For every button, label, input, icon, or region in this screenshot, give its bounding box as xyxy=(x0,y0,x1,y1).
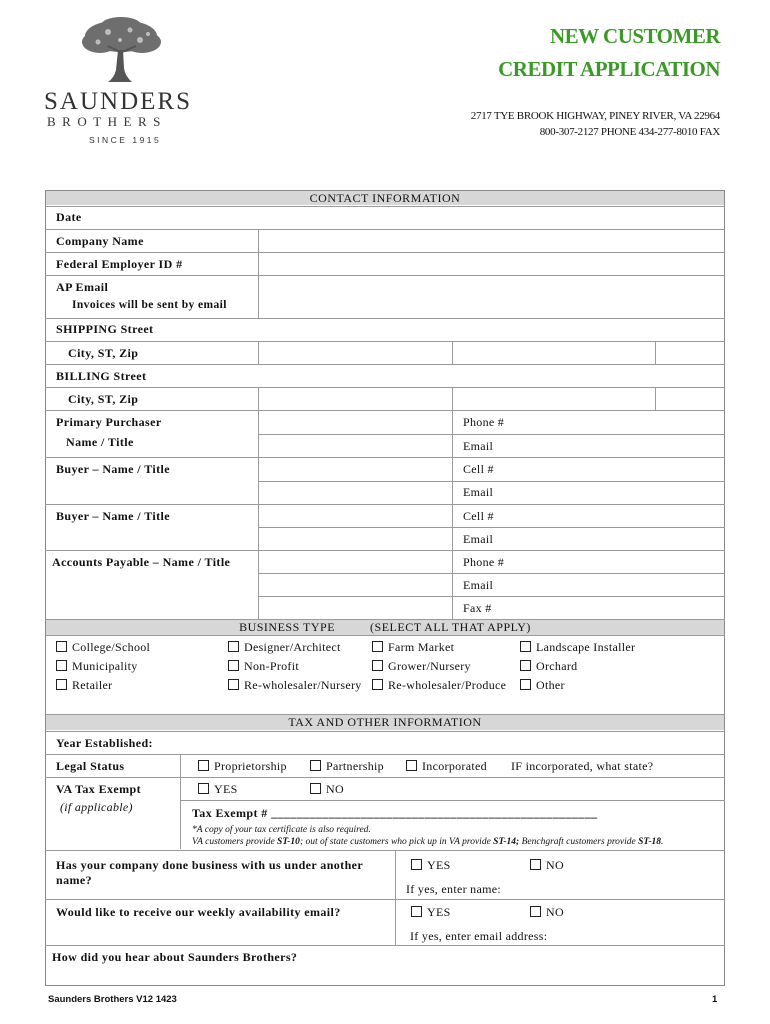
contact-section-header: CONTACT INFORMATION xyxy=(46,191,724,205)
option-grower-nursery[interactable]: Grower/Nursery xyxy=(372,659,471,674)
checkbox-icon xyxy=(520,679,531,690)
referral-field[interactable] xyxy=(46,965,724,985)
ap-email-field[interactable] xyxy=(259,276,724,317)
option-college-school[interactable]: College/School xyxy=(56,640,150,655)
divider-line xyxy=(180,800,725,801)
option-other[interactable]: Other xyxy=(520,678,565,693)
brand-subname: BROTHERS xyxy=(47,114,167,129)
billing-city-label: City, ST, Zip xyxy=(68,392,139,406)
invoices-note: Invoices will be sent by email xyxy=(72,299,227,311)
checkbox-icon xyxy=(56,679,67,690)
tax-certificate-note: *A copy of your tax certificate is also required. xyxy=(192,825,371,835)
checkbox-icon xyxy=(198,760,209,771)
checkbox-icon xyxy=(520,660,531,671)
footer-version: Saunders Brothers V12 1423 xyxy=(48,994,177,1005)
tax-section-header: TAX AND OTHER INFORMATION xyxy=(46,715,724,730)
option-landscape-installer[interactable]: Landscape Installer xyxy=(520,640,635,655)
other-name-field[interactable]: If yes, enter name: xyxy=(406,882,501,896)
shipping-state-field[interactable] xyxy=(453,342,654,363)
ap-fax-label: Fax # xyxy=(463,601,492,615)
year-established-field[interactable] xyxy=(160,732,724,754)
other-name-yes[interactable]: YES xyxy=(411,858,451,873)
business-type-header: BUSINESS TYPE (SELECT ALL THAT APPLY) xyxy=(46,620,724,635)
shipping-city-label: City, ST, Zip xyxy=(68,346,139,360)
option-proprietorship[interactable]: Proprietorship xyxy=(198,759,287,774)
primary-phone-label: Phone # xyxy=(463,415,505,429)
checkbox-icon xyxy=(228,679,239,690)
tree-logo-icon xyxy=(78,16,164,84)
company-address: 2717 TYE BROOK HIGHWAY, PINEY RIVER, VA 22964 800-307-2127 PHONE 434-277-8010 FAX xyxy=(470,110,720,138)
fein-field[interactable] xyxy=(259,253,724,274)
buyer1-label: Buyer – Name / Title xyxy=(56,462,170,476)
billing-state-field[interactable] xyxy=(453,388,654,409)
tax-exempt-no[interactable]: NO xyxy=(310,782,344,797)
checkbox-icon xyxy=(310,760,321,771)
primary-purchaser-label: Primary Purchaser xyxy=(56,415,162,429)
shipping-street-label: SHIPPING Street xyxy=(56,322,154,336)
other-name-no[interactable]: NO xyxy=(530,858,564,873)
brand-name: SAUNDERS xyxy=(44,88,192,115)
divider-line xyxy=(45,777,725,778)
shipping-zip-field[interactable] xyxy=(656,342,724,363)
page-number: 1 xyxy=(712,994,718,1005)
checkbox-icon xyxy=(530,859,541,870)
shipping-street-field[interactable] xyxy=(259,319,724,340)
option-orchard[interactable]: Orchard xyxy=(520,659,577,674)
checkbox-icon xyxy=(56,641,67,652)
option-rewholesaler-nursery[interactable]: Re-wholesaler/Nursery xyxy=(228,678,362,693)
shipping-city-field[interactable] xyxy=(259,342,451,363)
option-rewholesaler-produce[interactable]: Re-wholesaler/Produce xyxy=(372,678,506,693)
tax-exempt-number-field[interactable]: Tax Exempt # ___________________________________________________ xyxy=(192,806,598,820)
date-field[interactable] xyxy=(259,207,724,228)
divider-line xyxy=(45,899,725,900)
primary-purchaser-field[interactable] xyxy=(259,411,451,456)
checkbox-icon xyxy=(310,783,321,794)
billing-street-field[interactable] xyxy=(259,365,724,386)
incorporated-state-label: IF incorporated, what state? xyxy=(511,759,654,773)
checkbox-icon xyxy=(411,859,422,870)
divider-line xyxy=(45,850,725,851)
ap-email-label: AP Email xyxy=(56,280,109,294)
divider-line xyxy=(452,410,453,619)
year-established-label: Year Established: xyxy=(56,736,153,750)
legal-status-label: Legal Status xyxy=(56,759,125,773)
checkbox-icon xyxy=(372,679,383,690)
other-name-question: Has your company done business with us under another name? xyxy=(56,858,363,887)
accounts-payable-label: Accounts Payable – Name / Title xyxy=(52,555,231,569)
form-title: NEW CUSTOMER CREDIT APPLICATION xyxy=(498,24,720,81)
checkbox-icon xyxy=(56,660,67,671)
tax-exempt-yes[interactable]: YES xyxy=(198,782,238,797)
checkbox-icon xyxy=(372,660,383,671)
buyer2-cell-label: Cell # xyxy=(463,509,494,523)
accounts-payable-field[interactable] xyxy=(259,551,451,618)
divider-line xyxy=(45,945,725,946)
option-municipality[interactable]: Municipality xyxy=(56,659,138,674)
buyer2-field[interactable] xyxy=(259,505,451,549)
company-name-field[interactable] xyxy=(259,230,724,251)
buyer1-field[interactable] xyxy=(259,458,451,503)
billing-city-field[interactable] xyxy=(259,388,451,409)
option-retailer[interactable]: Retailer xyxy=(56,678,112,693)
availability-email-field[interactable]: If yes, enter email address: xyxy=(410,929,548,943)
ap-phone-label: Phone # xyxy=(463,555,505,569)
ap-email2-label: Email xyxy=(463,578,494,592)
referral-question: How did you hear about Saunders Brothers? xyxy=(52,950,298,964)
tax-form-note: VA customers provide ST-10; out of state customers who pick up in VA provide ST-14; Benchgraft customers provide ST-18. xyxy=(192,837,664,847)
checkbox-icon xyxy=(520,641,531,652)
availability-email-yes[interactable]: YES xyxy=(411,905,451,920)
billing-street-label: BILLING Street xyxy=(56,369,147,383)
divider-line xyxy=(45,635,725,636)
checkbox-icon xyxy=(406,760,417,771)
divider-line xyxy=(45,754,725,755)
availability-email-question: Would like to receive our weekly availability email? xyxy=(56,905,341,919)
checkbox-icon xyxy=(228,660,239,671)
checkbox-icon xyxy=(530,906,541,917)
buyer2-email-label: Email xyxy=(463,532,494,546)
date-label: Date xyxy=(56,210,82,224)
primary-email-label: Email xyxy=(463,439,494,453)
option-designer-architect[interactable]: Designer/Architect xyxy=(228,640,341,655)
divider-line xyxy=(395,850,396,945)
checkbox-icon xyxy=(198,783,209,794)
option-farm-market[interactable]: Farm Market xyxy=(372,640,454,655)
option-partnership[interactable]: Partnership xyxy=(310,759,384,774)
availability-email-no[interactable]: NO xyxy=(530,905,564,920)
option-incorporated[interactable]: Incorporated xyxy=(406,759,487,774)
fein-label: Federal Employer ID # xyxy=(56,257,183,271)
buyer2-label: Buyer – Name / Title xyxy=(56,509,170,523)
buyer1-email-label: Email xyxy=(463,485,494,499)
divider-line xyxy=(180,754,181,849)
va-tax-exempt-label: VA Tax Exempt xyxy=(56,782,142,796)
checkbox-icon xyxy=(372,641,383,652)
company-name-label: Company Name xyxy=(56,234,144,248)
buyer1-cell-label: Cell # xyxy=(463,462,494,476)
checkbox-icon xyxy=(228,641,239,652)
checkbox-icon xyxy=(411,906,422,917)
brand-since: SINCE 1915 xyxy=(89,135,162,145)
billing-zip-field[interactable] xyxy=(656,388,724,409)
if-applicable-label: (if applicable) xyxy=(60,800,133,814)
primary-purchaser-name-title-label: Name / Title xyxy=(66,435,134,449)
option-non-profit[interactable]: Non-Profit xyxy=(228,659,299,674)
